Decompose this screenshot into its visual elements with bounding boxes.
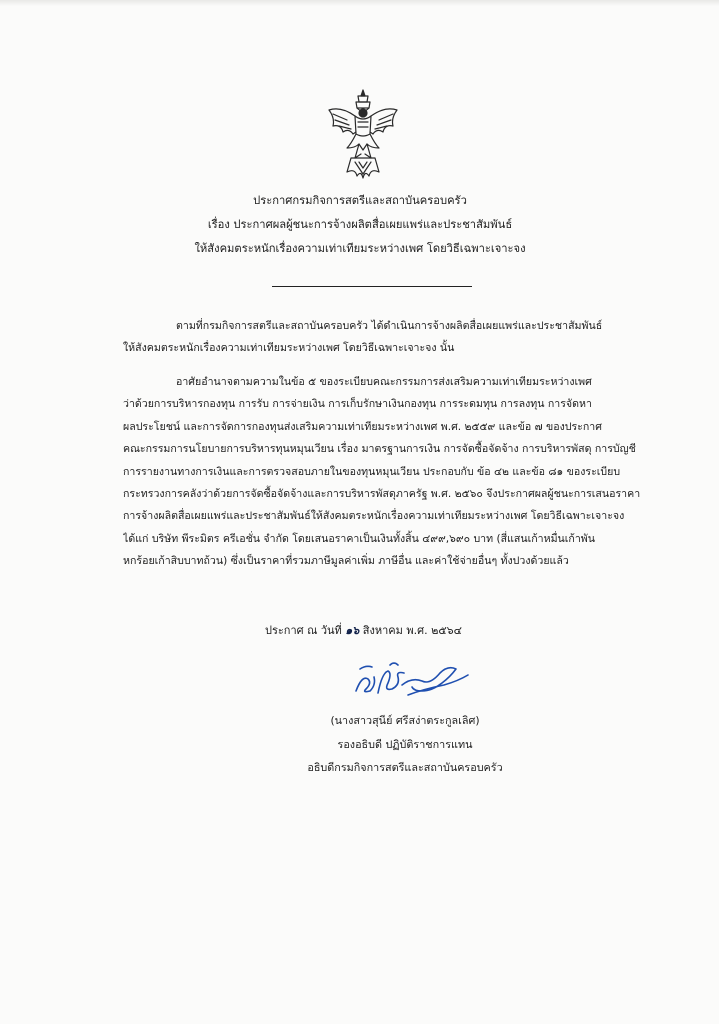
body-paragraph-2 xyxy=(123,371,670,573)
paragraph-2-line: อาศัยอำนาจตามความในข้อ ๕ ของระเบียบคณะกรรมการส่งเสริมความเท่าเทียมระหว่างเพศ xyxy=(176,376,592,388)
date-prefix: ประกาศ ณ วันที่ xyxy=(265,624,342,637)
signer-position-1: รองอธิบดี ปฏิบัติราชการแทน xyxy=(337,737,473,751)
paragraph-2-line: ว่าด้วยการบริหารกองทุน การรับ การจ่ายเงิน การเก็บรักษาเงินกองทุน การระดมทุน การลงทุน การจัดหา xyxy=(123,398,592,411)
announcement-title: ประกาศกรมกิจการสตรีและสถาบันครอบครัว xyxy=(253,194,467,207)
signer-block xyxy=(280,709,530,780)
paragraph-2-line: การรายงานทางการเงินและการตรวจสอบภายในของทุนหมุนเวียน ประกอบกับ ข้อ ๔๒ และข้อ ๘๑ ของระเบียบ xyxy=(123,465,621,478)
paragraph-2-line: กระทรวงการคลังว่าด้วยการจัดซื้อจัดจ้างและการบริหารพัสดุภาครัฐ พ.ศ. ๒๕๖๐ จึงประกาศผลผู้ชนะการเสนอราคา xyxy=(123,488,641,501)
date-month-year: สิงหาคม พ.ศ. ๒๕๖๔ xyxy=(362,624,462,637)
paragraph-2-line: คณะกรรมการนโยบายการบริหารทุนหมุนเวียน เรื่อง มาตรฐานการเงิน การจัดซื้อจัดจ้าง การบริหารพัสดุ การบัญชี xyxy=(123,443,636,456)
signer-position-2: อธิบดีกรมกิจการสตรีและสถาบันครอบครัว xyxy=(307,761,503,774)
paragraph-2-line: ได้แก่ บริษัท พีระมิตร ครีเอชั่น จำกัด โดยเสนอราคาเป็นเงินทั้งสิ้น ๔๙๙,๖๙๐ บาท (สี่แสนเก้าหมื่นเก้าพัน xyxy=(123,532,596,545)
announcement-subject-line-1: เรื่อง ประกาศผลผู้ชนะการจ้างผลิตสื่อเผยแพร่และประชาสัมพันธ์ xyxy=(207,218,513,231)
date-day: ๑๖ xyxy=(345,624,360,637)
announcement-date xyxy=(265,621,462,639)
garuda-emblem-icon xyxy=(325,88,401,184)
announcement-subject-line-2: ให้สังคมตระหนักเรื่องความเท่าเทียมระหว่างเพศ โดยวิธีเฉพาะเจาะจง xyxy=(194,242,526,255)
paragraph-1-line: ตามที่กรมกิจการสตรีและสถาบันครอบครัว ได้ดำเนินการจ้างผลิตสื่อเผยแพร่และประชาสัมพันธ์ xyxy=(176,320,603,332)
paragraph-1-line: ให้สังคมตระหนักเรื่องความเท่าเทียมระหว่างเพศ โดยวิธีเฉพาะเจาะจง นั้น xyxy=(123,342,455,355)
scan-edge xyxy=(0,0,719,6)
header-divider xyxy=(272,286,472,287)
handwritten-signature xyxy=(352,655,472,703)
announcement-header xyxy=(140,189,580,261)
paragraph-2-line: การจ้างผลิตสื่อเผยแพร่และประชาสัมพันธ์ให้สังคมตระหนักเรื่องความเท่าเทียมระหว่างเพศ โดยวิธีเฉพาะเจาะจง xyxy=(123,510,625,523)
paragraph-2-line: หกร้อยเก้าสิบบาทถ้วน) ซึ่งเป็นราคาที่รวมภาษีมูลค่าเพิ่ม ภาษีอื่น และค่าใช้จ่ายอื่นๆ ทั้งปวงด้วยแล้ว xyxy=(123,555,569,568)
body-paragraph-1 xyxy=(123,315,670,360)
signer-name: (นางสาวสุนีย์ ศรีสง่าตระกูลเลิศ) xyxy=(330,714,480,727)
paragraph-2-line: ผลประโยชน์ และการจัดการกองทุนส่งเสริมความเท่าเทียมระหว่างเพศ พ.ศ. ๒๕๕๙ และข้อ ๗ ของประกาศ xyxy=(123,420,602,433)
